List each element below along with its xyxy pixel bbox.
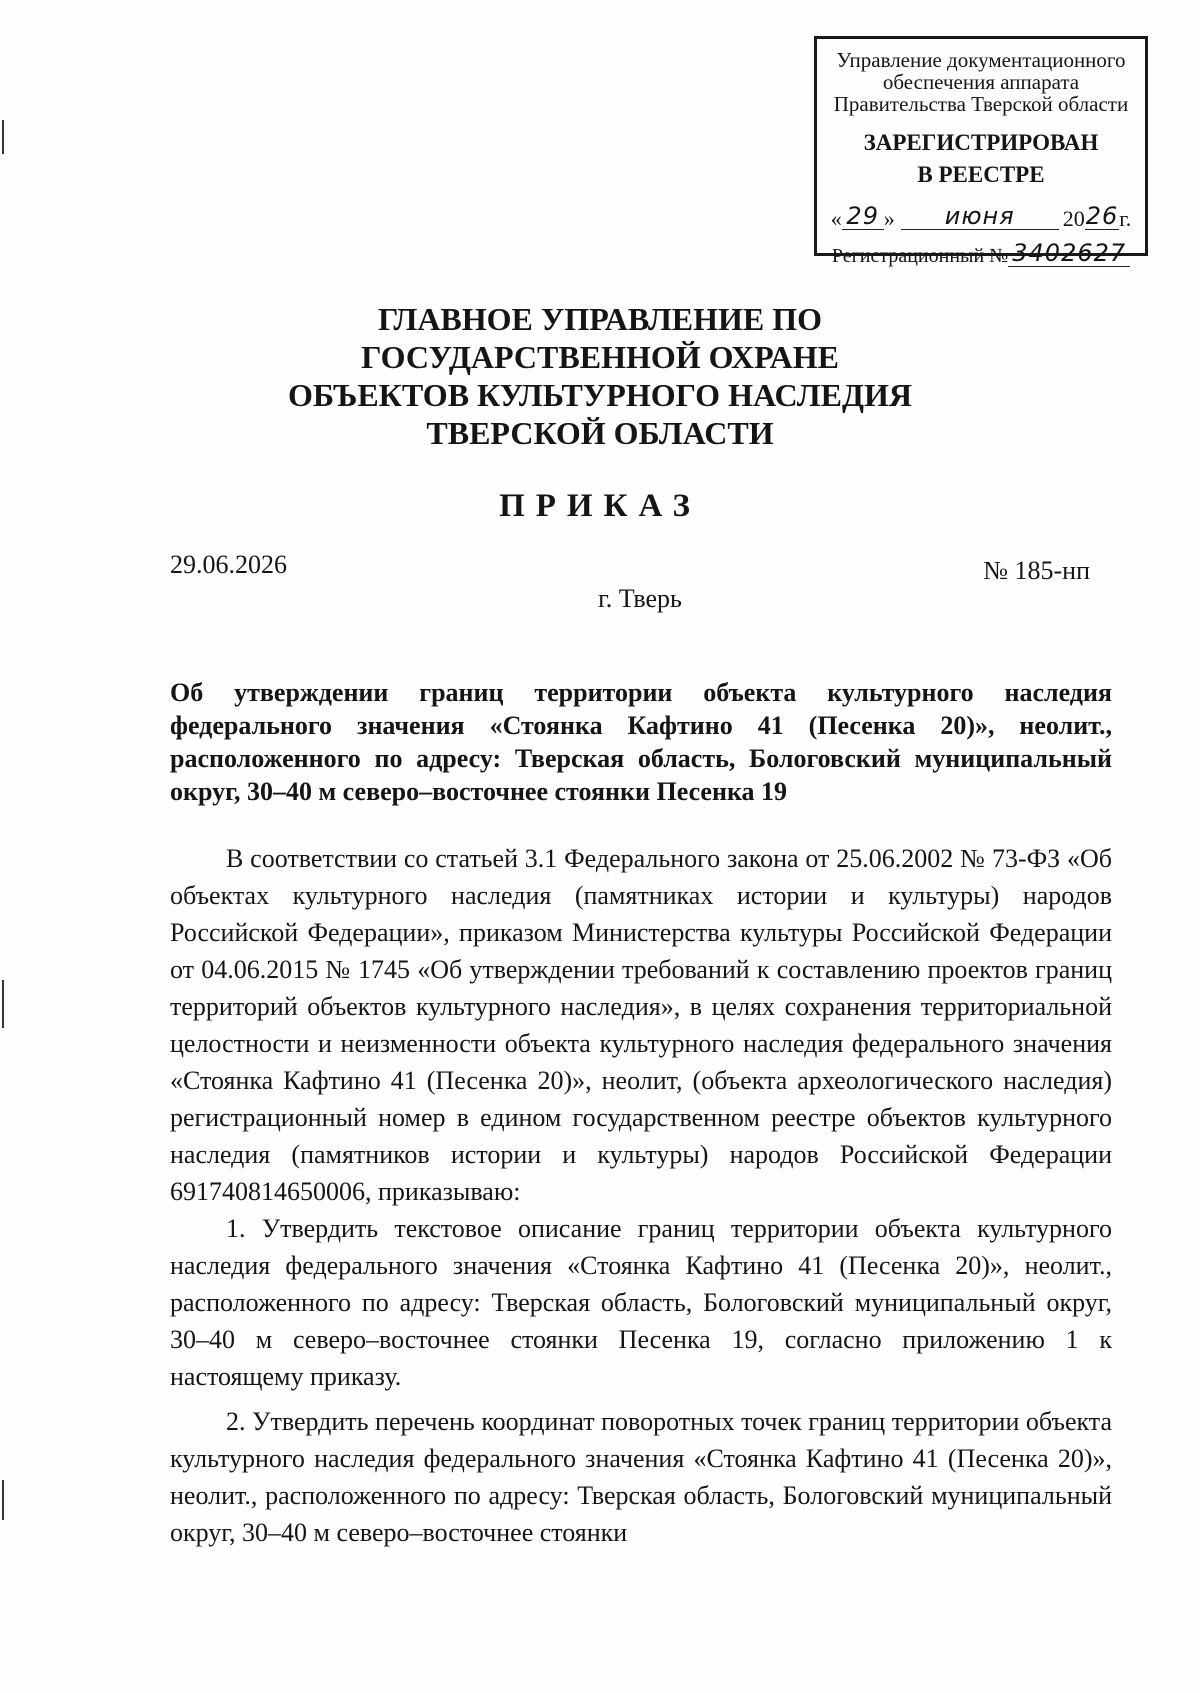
stamp-year-prefix: 20 xyxy=(1062,206,1085,231)
stamp-regnum-handwritten: 3402627 xyxy=(1008,240,1130,267)
order-item-2: 2. Утвердить перечень координат поворотных точек границ территории объекта культурного наследия федерального значения «Стоянка Кафтино 41 (Песенка 20)», неолит., расположенного по адресу: Тверская область, Бологовский муниципальный округ, 30–40 м северо–восточнее стоянки xyxy=(170,1407,1112,1547)
stamp-authority-line: обеспечения аппарата xyxy=(882,70,1080,94)
stamp-registration-number xyxy=(823,240,1139,267)
document-body xyxy=(170,840,1112,1551)
document-subject: Об утверждении границ территории объекта культурного наследия федерального значения «Стоянка Кафтино 41 (Песенка 20)», неолит., расположенного по адресу: Тверская область, Бологовский муниципальный округ, 30–40 м северо–восточнее стоянки Песенка 19 xyxy=(170,678,1112,806)
stamp-authority-line: Управление документационного xyxy=(836,48,1126,72)
organization-name xyxy=(240,300,960,452)
document-number: № 185-нп xyxy=(983,556,1090,585)
scan-edge-mark xyxy=(2,120,4,154)
document-type-title: ПРИКАЗ xyxy=(499,488,701,524)
preamble-paragraph: В соответствии со статьей 3.1 Федерального закона от 25.06.2002 № 73-ФЗ «Об объектах культурного наследия (памятниках истории и культуры) народов Российской Федерации», приказом Министерства культуры Российской Федерации от 04.06.2015 № 1745 «Об утверждении требований к составлению проектов границ территорий объектов культурного наследия», в целях сохранения территориальной целостности и неизменности объекта культурного наследия федерального значения «Стоянка Кафтино 41 (Песенка 20)», неолит, (объекта археологического наследия) регистрационный номер в едином государственном реестре объектов культурного наследия (памятников истории и культуры) народов Российской Федерации 691740814650006, приказываю: xyxy=(170,844,1112,1206)
scan-edge-mark xyxy=(2,1480,4,1520)
order-item-1: 1. Утвердить текстовое описание границ территории объекта культурного наследия федерального значения «Стоянка Кафтино 41 (Песенка 20)», неолит., расположенного по адресу: Тверская область, Бологовский муниципальный округ, 30–40 м северо–восточнее стоянки Песенка 19, согласно приложению 1 к настоящему приказу. xyxy=(170,1214,1112,1391)
org-line: ГЛАВНОЕ УПРАВЛЕНИЕ ПО xyxy=(377,301,823,337)
stamp-registry-label: В РЕЕСТРЕ xyxy=(917,162,1045,187)
org-line: ТВЕРСКОЙ ОБЛАСТИ xyxy=(426,415,774,451)
stamp-date xyxy=(823,203,1139,230)
org-line: ГОСУДАРСТВЕННОЙ ОХРАНЕ xyxy=(361,339,839,375)
stamp-quote-open: « xyxy=(830,206,842,231)
stamp-year-handwritten: 26 xyxy=(1085,202,1119,230)
stamp-day-handwritten: 29 xyxy=(842,203,884,230)
stamp-regnum-label: Регистрационный № xyxy=(831,245,1009,267)
stamp-registered-label: ЗАРЕГИСТРИРОВАН xyxy=(863,130,1099,155)
scan-edge-mark xyxy=(2,980,4,1028)
stamp-authority-line: Правительства Тверской области xyxy=(833,92,1129,116)
stamp-quote-close: » xyxy=(883,206,895,231)
stamp-month-handwritten: июня xyxy=(901,203,1059,230)
document-date: 29.06.2026 xyxy=(170,550,287,579)
stamp-year-end: г. xyxy=(1119,206,1132,231)
document-place: г. Тверь xyxy=(598,584,682,613)
registration-stamp xyxy=(814,36,1148,267)
org-line: ОБЪЕКТОВ КУЛЬТУРНОГО НАСЛЕДИЯ xyxy=(288,377,912,413)
